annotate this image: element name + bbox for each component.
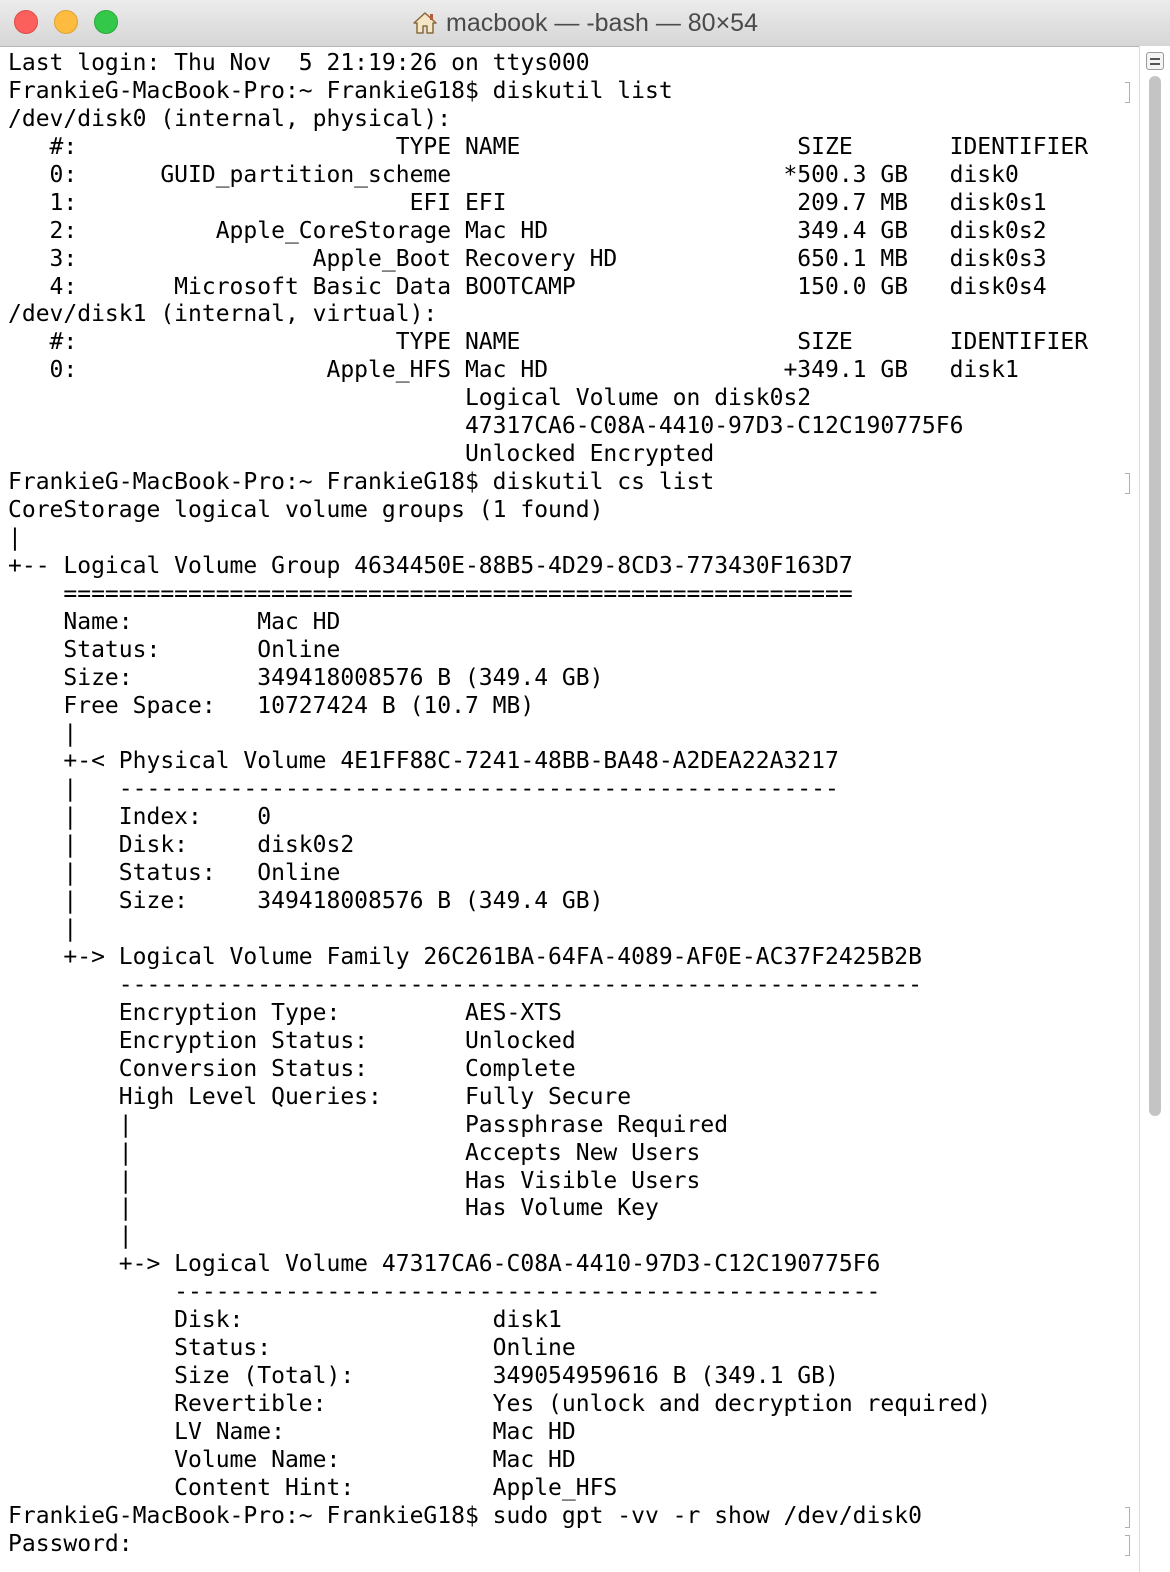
output-line: Status: Online — [8, 1335, 576, 1362]
output-line: +-< Physical Volume 4E1FF88C-7241-48BB-BA48-A2DEA22A3217 — [8, 748, 839, 775]
output-line: Revertible: Yes (unlock and decryption required) — [8, 1391, 992, 1417]
output-line: /dev/disk1 (internal, virtual): — [8, 301, 438, 328]
output-line: Encryption Status: Unlocked — [8, 1027, 576, 1054]
prompt-line: Password: — [8, 1531, 1138, 1559]
output-line: Disk: disk1 — [8, 1307, 562, 1334]
output-line: 47317CA6-C08A-4410-97D3-C12C190775F6 — [8, 413, 964, 440]
output-line: | Disk: disk0s2 — [8, 832, 355, 859]
output-line: Status: Online — [8, 636, 341, 663]
output-line: ========================================================= — [8, 580, 853, 607]
output-line: Free Space: 10727424 B (10.7 MB) — [8, 692, 535, 719]
home-icon — [412, 11, 438, 35]
output-line: | — [8, 916, 78, 943]
output-line: 0: GUID_partition_scheme *500.3 GB disk0 — [8, 161, 1019, 188]
output-line: +-- Logical Volume Group 4634450E-88B5-4D29-8CD3-773430F163D7 — [8, 552, 853, 579]
output-line: | — [8, 524, 22, 551]
split-pane-icon[interactable] — [1146, 52, 1164, 70]
output-line: Size (Total): 349054959616 B (349.1 GB) — [8, 1363, 839, 1390]
output-line: | Size: 349418008576 B (349.4 GB) — [8, 888, 604, 915]
prompt-line: FrankieG-MacBook-Pro:~ FrankieG18$ sudo gpt -vv -r show /dev/disk0 — [8, 1503, 1138, 1531]
output-line: Unlocked Encrypted — [8, 441, 715, 468]
output-line: /dev/disk0 (internal, physical): — [8, 105, 452, 132]
output-line: ---------------------------------------------------------- — [8, 971, 922, 998]
output-line: Encryption Type: AES-XTS — [8, 999, 562, 1026]
output-line: Last login: Thu Nov 5 21:19:26 on ttys000 — [8, 50, 590, 76]
output-line: High Level Queries: Fully Secure — [8, 1083, 632, 1110]
output-line: | Status: Online — [8, 860, 341, 887]
output-line: | — [8, 1223, 133, 1250]
output-line: Logical Volume on disk0s2 — [8, 385, 812, 412]
vertical-scrollbar[interactable] — [1139, 46, 1170, 1572]
output-line: Volume Name: Mac HD — [8, 1446, 576, 1473]
terminal-output[interactable] — [8, 50, 1138, 1568]
output-line: 4: Microsoft Basic Data BOOTCAMP 150.0 GB disk0s4 — [8, 273, 1047, 300]
output-line: | — [8, 720, 78, 747]
window-title: macbook — -bash — 80×54 — [446, 8, 758, 37]
output-line: #: TYPE NAME SIZE IDENTIFIER — [8, 329, 1089, 356]
scroll-thumb[interactable] — [1149, 76, 1161, 1116]
output-line: 1: EFI EFI 209.7 MB disk0s1 — [8, 189, 1047, 216]
output-line: | Index: 0 — [8, 804, 272, 831]
prompt-line: FrankieG-MacBook-Pro:~ FrankieG18$ diskutil list — [8, 78, 1138, 106]
output-line: Name: Mac HD — [8, 608, 341, 635]
output-line: | Has Volume Key — [8, 1195, 659, 1222]
output-line: | Passphrase Required — [8, 1111, 729, 1138]
output-line: +-> Logical Volume Family 26C261BA-64FA-4089-AF0E-AC37F2425B2B — [8, 944, 922, 970]
output-line: 0: Apple_HFS Mac HD +349.1 GB disk1 — [8, 357, 1019, 384]
prompt-line: FrankieG-MacBook-Pro:~ FrankieG18$ diskutil cs list — [8, 469, 1138, 497]
title-bar[interactable] — [0, 0, 1170, 47]
output-line: | Accepts New Users — [8, 1139, 701, 1166]
output-line: Conversion Status: Complete — [8, 1055, 576, 1082]
output-line: 3: Apple_Boot Recovery HD 650.1 MB disk0s3 — [8, 245, 1047, 272]
output-line: +-> Logical Volume 47317CA6-C08A-4410-97D3-C12C190775F6 — [8, 1251, 881, 1278]
output-line: Content Hint: Apple_HFS — [8, 1474, 618, 1501]
output-line: 2: Apple_CoreStorage Mac HD 349.4 GB disk0s2 — [8, 217, 1047, 244]
output-line: Size: 349418008576 B (349.4 GB) — [8, 664, 604, 691]
output-line: #: TYPE NAME SIZE IDENTIFIER — [8, 133, 1089, 160]
output-line: CoreStorage logical volume groups (1 found) — [8, 497, 604, 523]
output-line: | ---------------------------------------------------- — [8, 776, 839, 803]
window-title-group — [0, 0, 1170, 46]
output-line: LV Name: Mac HD — [8, 1418, 576, 1445]
output-line: --------------------------------------------------- — [8, 1279, 881, 1306]
output-line: | Has Visible Users — [8, 1167, 701, 1194]
